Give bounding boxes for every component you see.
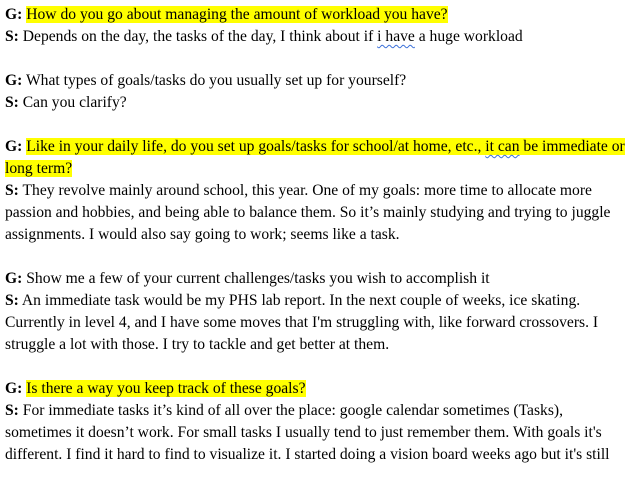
question-line xyxy=(5,378,629,400)
highlighted-question[interactable]: How do you go about managing the amount of workload you have? xyxy=(26,6,448,23)
highlighted-question[interactable]: Is there a way you keep track of these goals? xyxy=(26,380,306,397)
question-line xyxy=(5,136,629,180)
interview-entry-3 xyxy=(5,136,629,246)
speaker-label: G: xyxy=(5,138,23,155)
highlighted-question[interactable]: Like in your daily life, do you set up goals/tasks for school/at home, etc., xyxy=(26,138,486,155)
speaker-label: S: xyxy=(5,182,19,199)
answer-text[interactable]: Depends on the day, the tasks of the day, I think about if xyxy=(22,28,378,45)
question-line xyxy=(5,70,629,92)
question-text[interactable]: What types of goals/tasks do you usually set up for yourself? xyxy=(25,72,407,89)
speaker-label: S: xyxy=(5,402,19,419)
speaker-label: G: xyxy=(5,6,23,23)
answer-text[interactable]: Can you clarify? xyxy=(22,94,127,111)
answer-line xyxy=(5,92,629,114)
speaker-label: G: xyxy=(5,380,23,397)
grammar-flag[interactable]: it can xyxy=(485,138,520,155)
answer-line xyxy=(5,180,629,246)
speaker-label: G: xyxy=(5,72,23,89)
answer-text[interactable]: For immediate tasks it’s kind of all over the place: google calendar sometimes (Tasks), sometimes it doesn’t work. For small tasks I usually tend to just remember them. With goals it's different. I find it hard to find to visualize it. I started doing a vision board weeks ago but it's still xyxy=(5,402,610,463)
question-text[interactable]: Show me a few of your current challenges/tasks you wish to accomplish it xyxy=(26,270,490,287)
question-line xyxy=(5,268,629,290)
answer-text[interactable]: An immediate task would be my PHS lab report. In the next couple of weeks, ice skating. Currently in level 4, and I have some moves that I'm struggling with, like forward crossovers. I struggle a lot with those. I try to tackle and get better at them. xyxy=(5,292,599,353)
interview-entry-1 xyxy=(5,4,629,48)
answer-line xyxy=(5,400,629,466)
question-line xyxy=(5,4,629,26)
answer-text[interactable]: a huge workload xyxy=(414,28,523,45)
speaker-label: G: xyxy=(5,270,23,287)
highlighted-question[interactable]: be immediate or long term? xyxy=(5,138,625,177)
answer-text[interactable]: They revolve mainly around school, this year. One of my goals: more time to allocate more passion and hobbies, and being able to balance them. So it’s mainly studying and trying to juggle assignments. I would also say going to work; seems like a task. xyxy=(5,182,611,243)
grammar-flag[interactable]: i have xyxy=(377,28,415,45)
speaker-label: S: xyxy=(5,28,19,45)
document-page xyxy=(5,4,629,488)
interview-entry-4 xyxy=(5,268,629,356)
speaker-label: S: xyxy=(5,94,19,111)
interview-entry-5 xyxy=(5,378,629,466)
answer-line xyxy=(5,290,629,356)
answer-line xyxy=(5,26,629,48)
interview-entry-2 xyxy=(5,70,629,114)
speaker-label: S: xyxy=(5,292,19,309)
